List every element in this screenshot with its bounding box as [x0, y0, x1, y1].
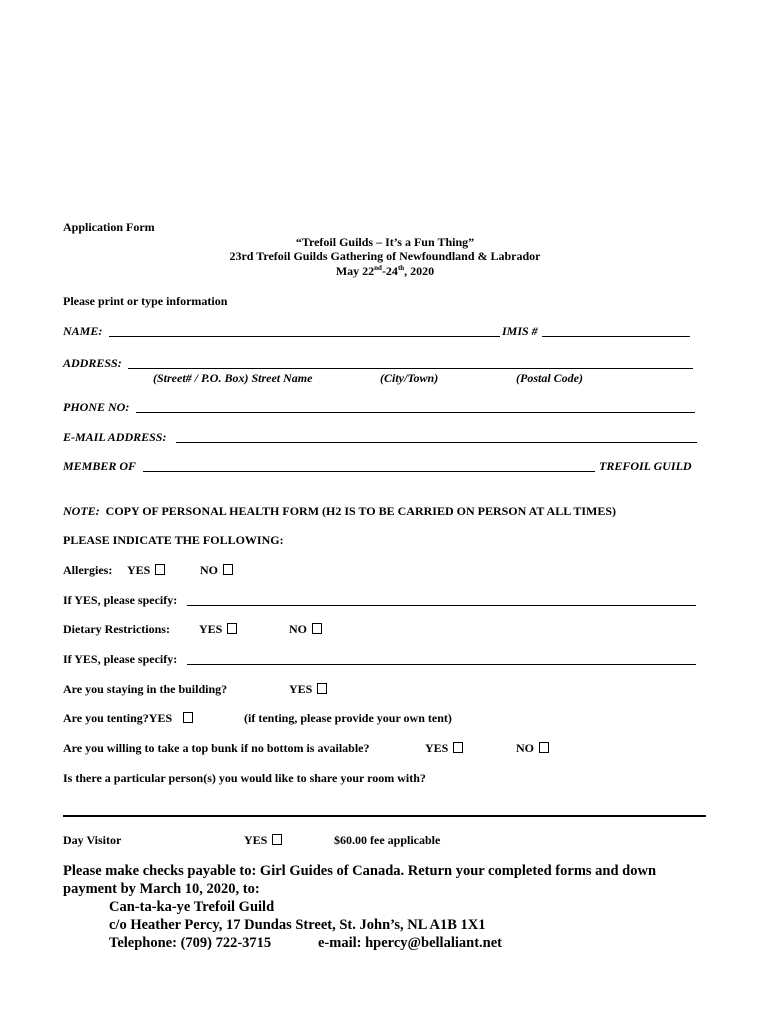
member-of-field[interactable]: [143, 471, 595, 472]
day-visitor-fee: $60.00 fee applicable: [334, 833, 441, 847]
email-field[interactable]: [176, 442, 697, 443]
payment-org: Can-ta-ka-ye Trefoil Guild: [109, 899, 275, 915]
payment-line-1: Please make checks payable to: Girl Guides of Canada. Return your completed forms and down: [63, 863, 657, 879]
tenting-label[interactable]: Are you tenting?YES: [63, 711, 193, 725]
payment-line-2: payment by March 10, 2020, to:: [63, 881, 260, 897]
event-date: May 22nd-24th, 2020: [335, 264, 435, 278]
name-field[interactable]: [109, 336, 500, 337]
form-title: “Trefoil Guilds – It’s a Fun Thing”: [295, 235, 475, 249]
checkbox-icon[interactable]: [227, 623, 237, 634]
address-field[interactable]: [128, 368, 693, 369]
address-label: ADDRESS:: [63, 356, 122, 370]
checkbox-icon[interactable]: [317, 683, 327, 694]
checkbox-icon[interactable]: [453, 742, 463, 753]
checkbox-icon[interactable]: [272, 834, 282, 845]
dietary-yes[interactable]: YES: [199, 622, 237, 636]
day-visitor-label: Day Visitor: [63, 833, 122, 847]
day-visitor-yes[interactable]: YES: [244, 833, 282, 847]
top-bunk-yes[interactable]: YES: [425, 741, 463, 755]
payment-phone: Telephone: (709) 722-3715: [109, 935, 272, 951]
phone-label: PHONE NO:: [63, 400, 130, 414]
imis-field[interactable]: [542, 336, 690, 337]
dietary-specify-field[interactable]: [187, 664, 696, 665]
staying-yes[interactable]: YES: [289, 682, 327, 696]
dietary-specify-label: If YES, please specify:: [63, 652, 178, 666]
checkbox-icon[interactable]: [155, 564, 165, 575]
dietary-no[interactable]: NO: [289, 622, 322, 636]
postal-hint: (Postal Code): [516, 371, 583, 385]
top-bunk-label: Are you willing to take a top bunk if no bottom is available?: [63, 741, 370, 755]
allergies-specify-field[interactable]: [187, 605, 696, 606]
note: NOTE: COPY OF PERSONAL HEALTH FORM (H2 IS TO BE CARRIED ON PERSON AT ALL TIMES): [63, 504, 616, 518]
dietary-label: Dietary Restrictions:: [63, 622, 170, 636]
city-hint: (City/Town): [380, 371, 439, 385]
checkbox-icon[interactable]: [312, 623, 322, 634]
name-label: NAME:: [63, 324, 103, 338]
tent-note: (if tenting, please provide your own tent): [244, 711, 452, 725]
form-label: Application Form: [63, 220, 155, 234]
allergies-yes[interactable]: YES: [127, 563, 165, 577]
member-of-label: MEMBER OF: [63, 459, 137, 473]
checkbox-icon[interactable]: [183, 712, 193, 723]
phone-field[interactable]: [136, 412, 695, 413]
imis-label: IMIS #: [502, 324, 538, 338]
top-bunk-no[interactable]: NO: [516, 741, 549, 755]
payment-address: c/o Heather Percy, 17 Dundas Street, St. John’s, NL A1B 1X1: [109, 917, 486, 933]
checkbox-icon[interactable]: [539, 742, 549, 753]
form-subtitle: 23rd Trefoil Guilds Gathering of Newfoundland & Labrador: [229, 249, 541, 263]
payment-email: e-mail: hpercy@bellaliant.net: [318, 935, 502, 951]
allergies-no[interactable]: NO: [200, 563, 233, 577]
trefoil-guild-label: TREFOIL GUILD: [599, 459, 692, 473]
divider: [63, 815, 706, 817]
allergies-label: Allergies:: [63, 563, 113, 577]
share-room-label: Is there a particular person(s) you would like to share your room with?: [63, 771, 426, 785]
checkbox-icon[interactable]: [223, 564, 233, 575]
allergies-specify-label: If YES, please specify:: [63, 593, 178, 607]
street-hint: (Street# / P.O. Box) Street Name: [153, 371, 313, 385]
staying-label: Are you staying in the building?: [63, 682, 228, 696]
instructions: Please print or type information: [63, 294, 228, 308]
email-label: E-MAIL ADDRESS:: [63, 430, 167, 444]
please-indicate-heading: PLEASE INDICATE THE FOLLOWING:: [63, 533, 284, 547]
